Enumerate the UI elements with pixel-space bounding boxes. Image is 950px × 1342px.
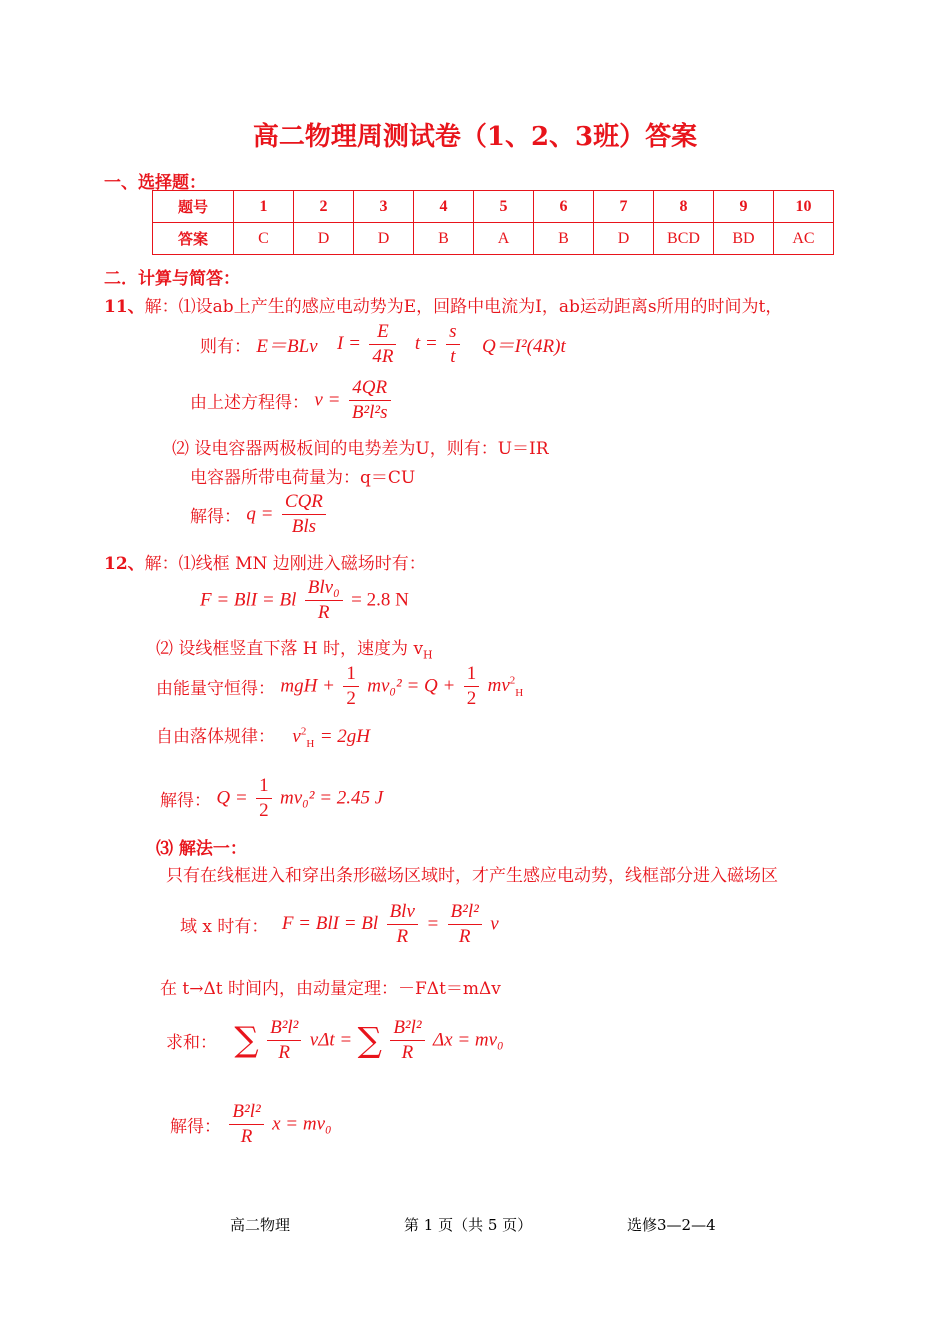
q12-frac-f	[305, 576, 343, 625]
answer-table-number-row	[153, 191, 834, 223]
frac-denominator: 4R	[372, 345, 394, 367]
q12-frac-half	[343, 662, 359, 711]
q11-then: 则有：	[200, 336, 251, 357]
answer-cell: BCD	[654, 223, 714, 255]
q12-energy-c-text: mv	[487, 674, 510, 696]
q11-label: 11、	[104, 297, 145, 317]
frac-numerator: B²l²	[267, 1016, 301, 1041]
q12-freefall-sub: H	[306, 737, 315, 750]
frac-denominator: R	[458, 925, 471, 947]
question-number: 8	[654, 191, 714, 223]
q12-part2-line	[156, 634, 433, 661]
q11-intro-line	[104, 292, 782, 317]
q12-energy-c-sub: H	[515, 686, 524, 699]
q11-eq-v: v =	[314, 389, 341, 411]
question-number: 5	[474, 191, 534, 223]
frac-numerator: 1	[256, 774, 272, 799]
q11-solve: 解得：	[190, 506, 241, 527]
answer-cell: D	[354, 223, 414, 255]
q12-frac-f2a	[387, 900, 418, 949]
frac-denominator: Bls	[291, 515, 317, 537]
q12-frac-half	[464, 662, 480, 711]
question-number: 1	[234, 191, 294, 223]
frac-numerator: E	[369, 320, 396, 345]
frac-denominator: R	[240, 1125, 253, 1147]
row-label-number: 题号	[153, 191, 234, 223]
q12-force-line	[200, 576, 409, 625]
frac-numerator: Blv₀	[305, 576, 343, 601]
q12-solve2-line	[170, 1100, 332, 1149]
frac-denominator: B²l²s	[351, 401, 388, 423]
footer-page-number: 第 1 页（共 5 页）	[404, 1216, 533, 1234]
frac-numerator: B²l²	[448, 900, 482, 925]
footer-left: 高二物理	[230, 1216, 291, 1234]
q12-p3-line2-text: 域 x 时有：	[180, 916, 269, 937]
q12-sum-mid: vΔt =	[309, 1029, 353, 1051]
q12-intro-line	[104, 549, 426, 574]
q12-part2: ⑵ 设线框竖直下落 H 时，速度为 v	[156, 639, 424, 659]
frac-denominator: 2	[466, 687, 477, 709]
q12-energy-c	[487, 674, 524, 699]
q12-solve2: 解得：	[170, 1116, 221, 1137]
q12-sum-label: 求和：	[166, 1032, 217, 1053]
question-number: 7	[594, 191, 654, 223]
q12-label: 12、	[104, 554, 145, 574]
q12-last-end: x = mv₀	[272, 1113, 332, 1135]
sigma-icon: ∑	[234, 1020, 259, 1061]
frac-denominator: t	[450, 345, 456, 367]
section1-heading: 一、选择题：	[104, 173, 206, 193]
sigma-icon: ∑	[357, 1020, 382, 1061]
q12-part2-sub: H	[423, 648, 433, 662]
q12-frac-sum2	[390, 1016, 424, 1065]
frac-numerator: CQR	[282, 490, 326, 515]
frac-denominator: R	[401, 1041, 414, 1063]
q12-freefall-v: $v^2_H$	[292, 725, 315, 750]
frac-numerator: 1	[464, 662, 480, 687]
question-number: 10	[774, 191, 834, 223]
frac-denominator: 2	[259, 799, 269, 821]
q11-eq-e: E＝BLv	[256, 335, 318, 357]
answer-cell: AC	[774, 223, 834, 255]
q12-intro: 解：⑴线框 MN 边刚进入磁场时有：	[144, 554, 426, 574]
q11-eq-q: Q＝I²(4R)t	[481, 335, 566, 357]
q11-frac-v	[349, 376, 391, 425]
frac-numerator: s	[446, 320, 459, 345]
frac-denominator: 2	[346, 687, 356, 709]
answer-cell: B	[414, 223, 474, 255]
q12-energy-b: mv₀² = Q +	[367, 675, 456, 697]
q11-velocity-line	[190, 376, 394, 425]
frac-numerator: B²l²	[390, 1016, 424, 1041]
q12-f2-v: v	[490, 913, 499, 935]
q12-part3: ⑶ 解法一：	[156, 839, 247, 859]
footer-right: 选修3—2—4	[627, 1216, 716, 1234]
q12-p3-line1: 只有在线框进入和穿出条形磁场区域时，才产生感应电动势，线框部分进入磁场区	[166, 866, 778, 886]
q12-energy-line	[156, 662, 523, 711]
q12-f2-lhs: F = BlI = Bl	[281, 913, 379, 935]
answer-cell: A	[474, 223, 534, 255]
q11-eq-t: t =	[414, 333, 438, 355]
frac-numerator: 4QR	[349, 376, 391, 401]
answer-table-answer-row	[153, 223, 834, 255]
q12-energy-a: mgH +	[280, 675, 335, 697]
row-label-answer: 答案	[153, 223, 234, 255]
answer-cell: D	[594, 223, 654, 255]
frac-denominator: R	[396, 925, 409, 947]
q12-p3-line2: 域 x 时有： F = BlI = Bl $\frac{\text{Blv}}{R}$ = $\frac{\text{B²l²}}{R}$ v	[180, 901, 499, 947]
frac-denominator: R	[317, 601, 330, 623]
answer-cell: B	[534, 223, 594, 255]
q12-energy: 由能量守恒得：	[156, 678, 275, 699]
frac-numerator: B²l²	[229, 1100, 263, 1125]
q12-frac-last	[229, 1100, 263, 1149]
q12-q-eq-a: Q =	[216, 787, 248, 809]
q11-eq-i: I =	[337, 333, 361, 355]
q11-frac-t	[446, 320, 459, 369]
answer-cell: C	[234, 223, 294, 255]
page-title: 高二物理周测试卷（1、2、3班）答案	[252, 122, 698, 152]
q12-sum-end: Δx = mv₀	[433, 1029, 504, 1051]
q12-momentum: 在 t→Δt 时间内，由动量定理：－FΔt＝mΔv	[160, 979, 501, 999]
q12-q-eq-b: mv₀² = 2.45 J	[280, 787, 384, 809]
frac-numerator: 1	[343, 662, 359, 687]
q12-frac-f2b	[448, 900, 482, 949]
question-number: 3	[354, 191, 414, 223]
q12-solve-line	[160, 774, 383, 823]
q11-charge: 电容器所带电荷量为：q＝CU	[190, 468, 416, 488]
question-number: 9	[714, 191, 774, 223]
q11-frac-q2	[282, 490, 326, 539]
q12-f-rhs: = 2.8 N	[351, 589, 409, 611]
q12-freefall-eq: = 2gH	[319, 726, 370, 747]
q12-f-lhs: F = BlI = Bl	[200, 589, 297, 611]
sup-2: 2	[300, 725, 307, 738]
answer-cell: BD	[714, 223, 774, 255]
q11-eq-q2: q =	[246, 503, 274, 525]
q12-freefall: 自由落体规律：	[156, 727, 275, 747]
answer-table	[152, 190, 834, 255]
question-number: 6	[534, 191, 594, 223]
q11-from-above: 由上述方程得：	[190, 392, 309, 413]
question-number: 4	[414, 191, 474, 223]
q12-frac-half	[256, 774, 272, 823]
answer-cell: D	[294, 223, 354, 255]
q12-frac-sum1	[267, 1016, 301, 1065]
q12-sum-line	[166, 1016, 504, 1065]
frac-numerator: Blv	[387, 900, 418, 925]
q11-intro: 解：⑴设ab上产生的感应电动势为E，回路中电流为I，ab运动距离s所用的时间为t，	[144, 297, 783, 317]
q11-solve-line	[190, 490, 329, 539]
section2-heading: 二．计算与简答：	[104, 269, 240, 289]
q11-equations-line	[200, 320, 566, 369]
q12-freefall-line	[156, 722, 370, 750]
frac-denominator: R	[278, 1041, 291, 1063]
q11-frac-i	[369, 320, 396, 369]
q12-solve: 解得：	[160, 790, 211, 811]
question-number: 2	[294, 191, 354, 223]
sup-2: 2	[509, 674, 516, 687]
q11-part2: ⑵ 设电容器两极板间的电势差为U，则有：U＝IR	[172, 439, 549, 459]
